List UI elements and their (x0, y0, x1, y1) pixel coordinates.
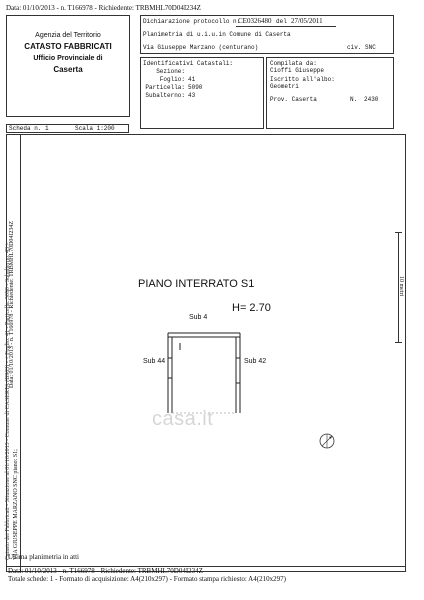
vertical-situation-info: Catasto dei Fabbricati - Situazione al 01/10/2013 - Comune di CASERTA (B963) - < Foglio: 41 - Particella: 5090 - Subalterno: 43 > (5, 242, 11, 560)
n-label: N. (350, 96, 358, 103)
planimetria-text: Planimetria di u.i.u.in Comune di Caserta (143, 31, 291, 38)
declaration-date: 27/05/2011 (291, 17, 323, 25)
catasto-title: CATASTO FABBRICATI (24, 42, 112, 51)
header-request-info: Data: 01/10/2013 - n. T166978 - Richiedente: TRBMHL70D04I234Z (6, 4, 201, 12)
floor-title: PIANO INTERRATO S1 (138, 278, 255, 290)
particella-label: Particella: (145, 84, 185, 91)
vertical-request-info: Data: 01/10/2013 - n. T166978 - Richiedente: TRBMHL70D04I234Z (9, 220, 15, 388)
foglio-value: 41 (188, 76, 196, 83)
watermark-text: casa.it (152, 408, 214, 430)
subalterno-value: 43 (188, 92, 196, 99)
address-text: Via Giuseppe Marzano (centurano) (143, 44, 259, 51)
vertical-address-info: VIA GIUSEPPE MARZANO SNC piano: S1; (13, 449, 19, 560)
scale-bar-label: 10 metri (398, 276, 404, 297)
particella-value: 5090 (188, 84, 203, 91)
sezione-label: Sezione: (156, 68, 185, 75)
compiler-name: Cioffi Giuseppe (270, 67, 325, 74)
foglio-label: Foglio: (159, 76, 185, 83)
agency-name: Agenzia del Territorio (35, 32, 101, 39)
frame-inner-line (20, 134, 21, 572)
prov-label: Prov. Caserta (270, 96, 317, 103)
ufficio-label: Ufficio Provinciale di (33, 55, 103, 62)
albo-value: Geometri (270, 83, 299, 90)
ultima-planimetria: Ultima planimetria in atti (8, 553, 79, 561)
n-value: 2430 (364, 96, 379, 103)
compiled-title: Compilata da: (270, 60, 317, 67)
footer-format-info: Totale schede: 1 - Formato di acquisizione: A4(210x297) - Formato stampa richiesto: A4(210x297) (8, 575, 286, 583)
scale-bar-tick-bottom (395, 342, 402, 343)
footer-request-info: Data: 01/10/2013 - n. T166978 - Richiedente: TRBMHL70D04I234Z (8, 567, 203, 575)
north-arrow-icon (316, 430, 338, 452)
protocol-label: Dichiarazione protocollo n. (143, 18, 241, 25)
label-sub44: Sub 44 (143, 358, 166, 365)
date-label: del (276, 18, 287, 25)
protocol-number: CE0326480 (238, 17, 272, 25)
city-name: Caserta (53, 65, 83, 74)
identifiers-title: Identificativi Catastali: (143, 60, 234, 67)
ceiling-height: H= 2.70 (232, 302, 271, 314)
civic-number: civ. SNC (347, 44, 376, 51)
iscritto-label: Iscritto all'albo: (270, 76, 335, 83)
label-sub42: Sub 42 (244, 358, 267, 365)
label-sub4: Sub 4 (189, 314, 208, 321)
protocol-underline (236, 26, 336, 27)
scale-value: Scala 1:200 (75, 125, 115, 132)
scale-bar-tick-top (395, 232, 402, 233)
subalterno-label: Subalterno: (145, 92, 185, 99)
scheda-number: Scheda n. 1 (9, 125, 49, 132)
